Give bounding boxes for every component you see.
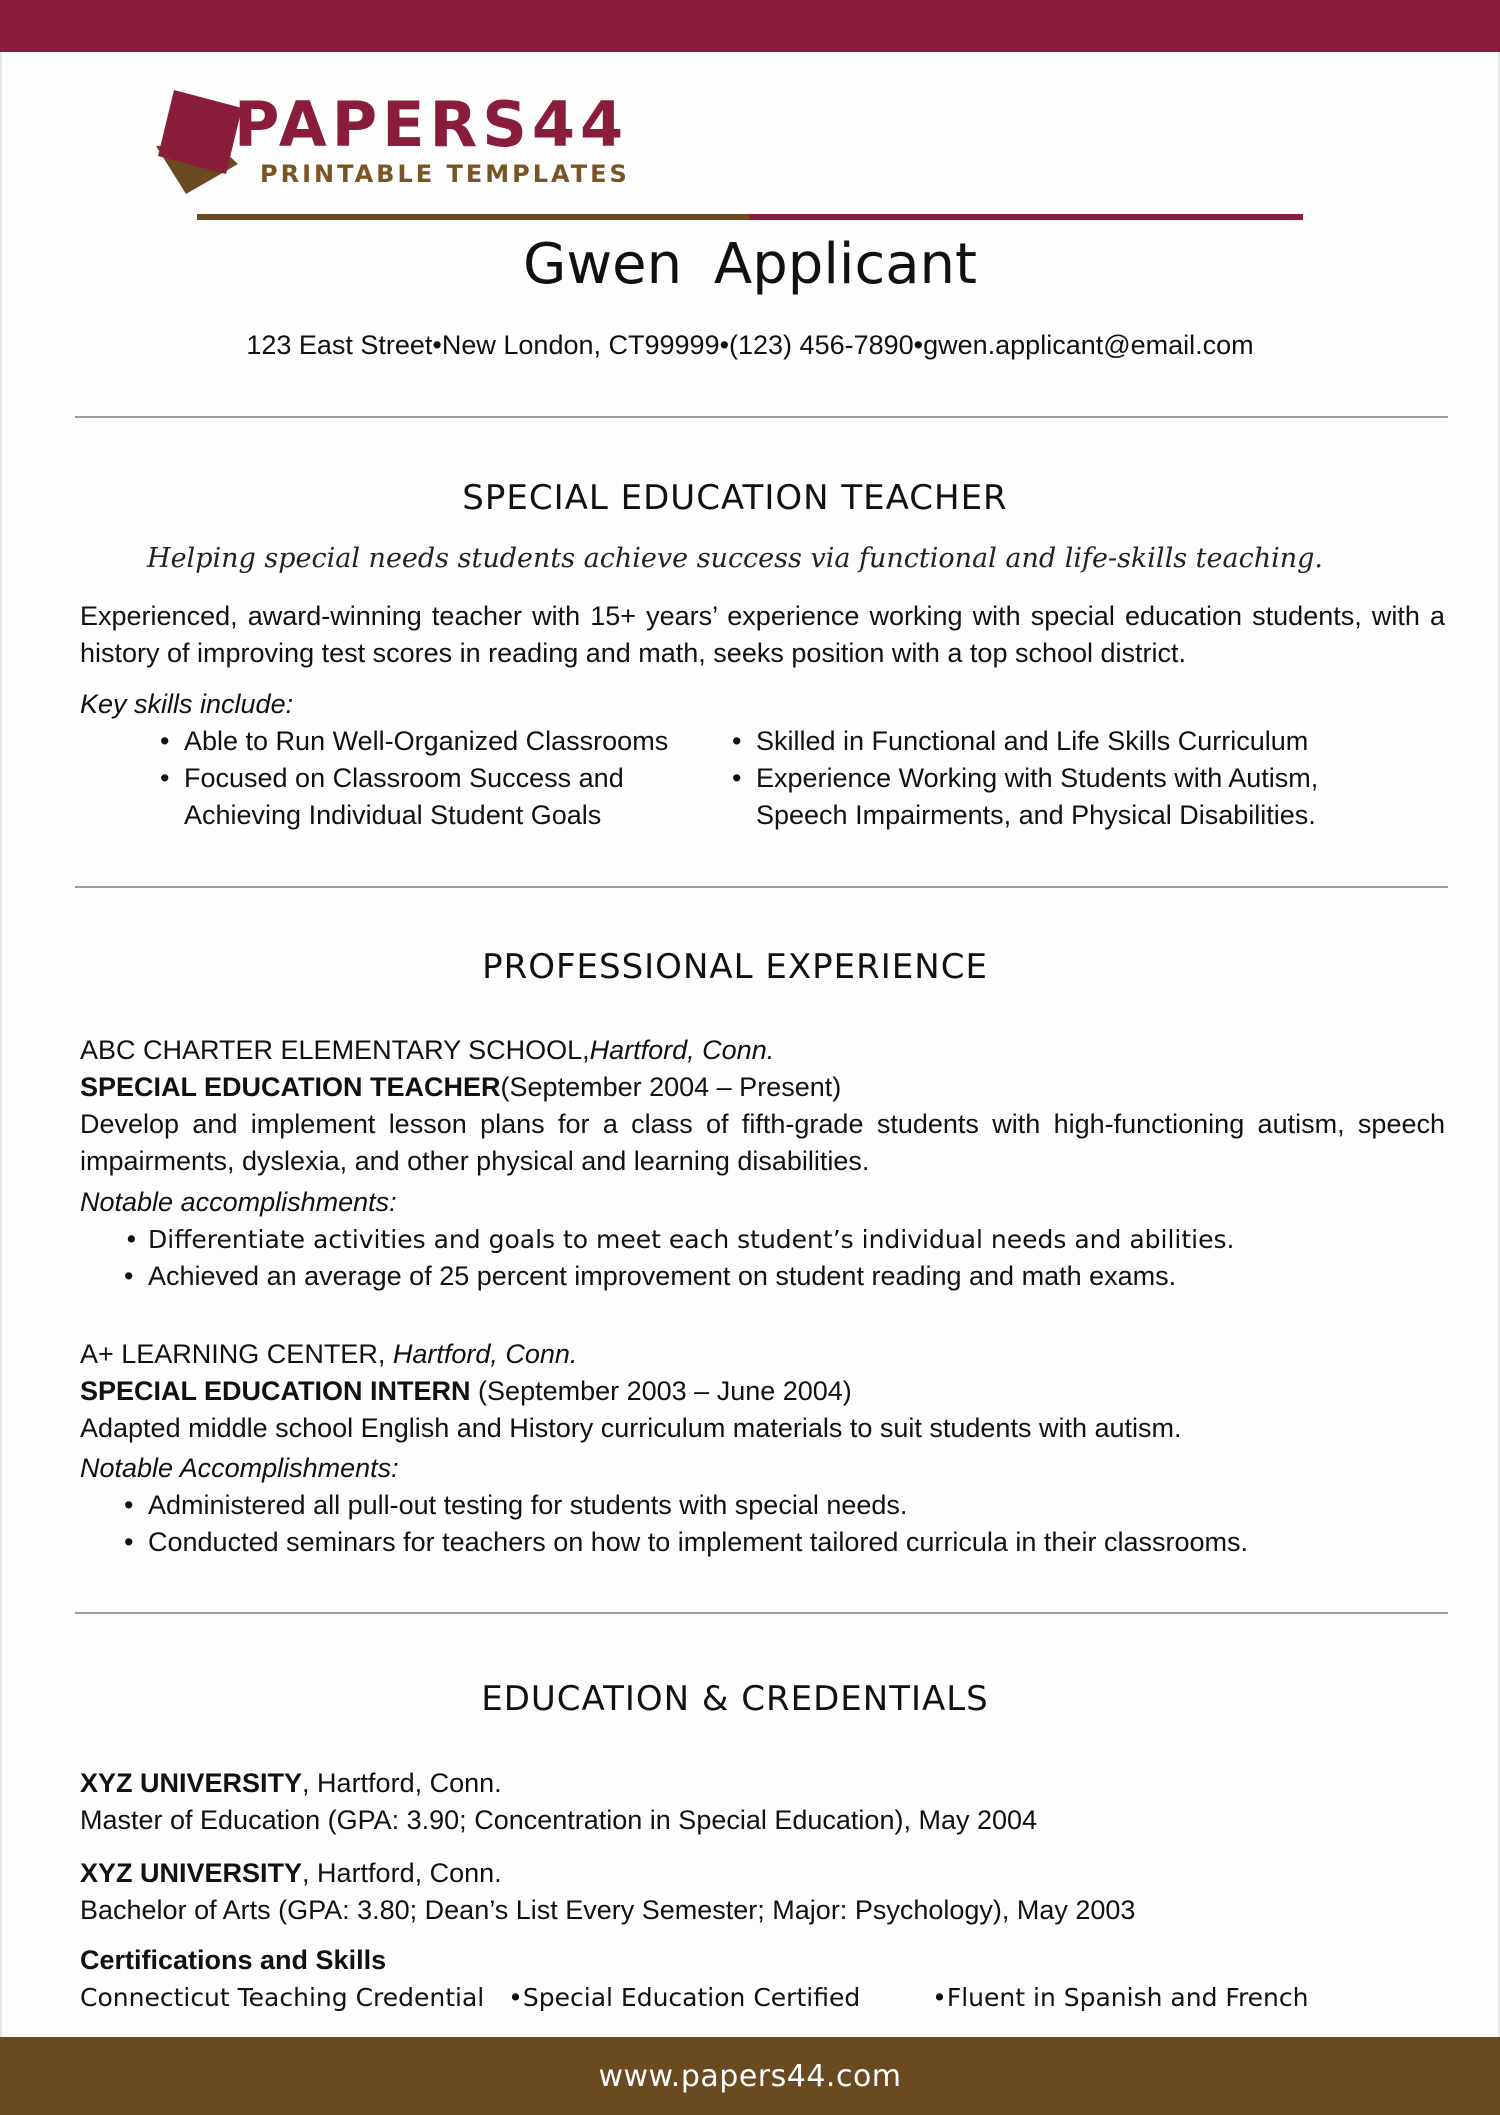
list-item: • Experience Working with Students with Autism, Speech Impairments, and Physical Disabilities. — [732, 760, 1362, 834]
list-item: • Achieved an average of 25 percent improvement on student reading and math exams. — [124, 1258, 1424, 1295]
job-dates: (September 2003 – June 2004) — [478, 1376, 852, 1406]
school-location: , Hartford, Conn. — [302, 1858, 502, 1888]
skills-list-left — [160, 723, 710, 834]
header-rule-left — [197, 214, 749, 220]
list-item: • Administered all pull-out testing for students with special needs. — [124, 1487, 1424, 1524]
degree: Master of Education (GPA: 3.90; Concentration in Special Education), May 2004 — [80, 1805, 1038, 1835]
certification-item: •Fluent in Spanish and French — [932, 1983, 1309, 2012]
degree: Bachelor of Arts (GPA: 3.80; Dean’s List Every Semester; Major: Psychology), May 2003 — [80, 1895, 1136, 1925]
job-role: SPECIAL EDUCATION INTERN — [80, 1376, 471, 1406]
job-dates: (September 2004 – Present) — [500, 1072, 842, 1102]
job-employer: ABC CHARTER ELEMENTARY SCHOOL, — [80, 1035, 590, 1065]
certification-item: Connecticut Teaching Credential — [80, 1983, 485, 2012]
accomplishments-list — [124, 1221, 1424, 1295]
job-role: SPECIAL EDUCATION TEACHER — [80, 1072, 501, 1102]
accomplishments-label: Notable Accomplishments: — [80, 1453, 399, 1483]
job-employer-line — [80, 1336, 577, 1373]
job-employer-line — [80, 1032, 774, 1069]
header-rule-right — [749, 214, 1303, 220]
job-location: Hartford, Conn. — [392, 1339, 578, 1369]
job-description: Adapted middle school English and History curriculum materials to suit students with autism. — [80, 1413, 1182, 1443]
certifications-label: Certifications and Skills — [80, 1945, 387, 1975]
logo-title: PAPERS44 — [234, 88, 629, 161]
footer-url-link[interactable]: www.papers44.com — [598, 2058, 902, 2094]
school-name: XYZ UNIVERSITY — [80, 1858, 303, 1888]
job-description: Develop and implement lesson plans for a class of fifth-grade students with high-functioning autism, speech impairments, dyslexia, and other physical and learning disabilities. — [80, 1109, 1445, 1176]
contact-line: 123 East Street•New London, CT99999•(123) 456-7890•gwen.applicant@email.com — [246, 330, 1254, 360]
education-school-line — [80, 1855, 502, 1892]
list-item: • Focused on Classroom Success and Achieving Individual Student Goals — [160, 760, 710, 834]
accomplishments-list — [124, 1487, 1424, 1561]
list-item: • Skilled in Functional and Life Skills Curriculum — [732, 723, 1362, 760]
accomplishments-label: Notable accomplishments: — [80, 1187, 397, 1217]
school-name: XYZ UNIVERSITY — [80, 1768, 303, 1798]
education-title: EDUCATION & CREDENTIALS — [481, 1679, 989, 1719]
logo-subtitle: PRINTABLE TEMPLATES — [260, 160, 630, 188]
certifications-line — [80, 1979, 1309, 2016]
applicant-name: Gwen Applicant — [522, 232, 977, 297]
top-accent-bar — [0, 0, 1500, 52]
list-item: • Conducted seminars for teachers on how to implement tailored curricula in their classrooms. — [124, 1524, 1424, 1561]
job-employer: A+ LEARNING CENTER, — [80, 1339, 386, 1369]
summary-text: Experienced, award-winning teacher with 15+ years’ experience working with special education students, with a history of improving test scores in reading and math, seeks position with a top school district. — [80, 601, 1445, 668]
brand-logo — [150, 90, 630, 200]
job-role-line — [80, 1373, 852, 1410]
list-item: • Differentiate activities and goals to meet each student’s individual needs and abilities. — [124, 1221, 1424, 1258]
summary-title: SPECIAL EDUCATION TEACHER — [462, 478, 1008, 518]
school-location: , Hartford, Conn. — [302, 1768, 502, 1798]
footer-bar — [0, 2037, 1500, 2115]
skills-list-right — [732, 723, 1362, 834]
divider — [75, 886, 1448, 888]
education-school-line — [80, 1765, 502, 1802]
summary-tagline: Helping special needs students achieve success via functional and life-skills teaching. — [147, 543, 1323, 574]
experience-title: PROFESSIONAL EXPERIENCE — [482, 947, 988, 987]
skills-label: Key skills include: — [80, 689, 294, 719]
job-location: Hartford, Conn. — [589, 1035, 775, 1065]
list-item: • Able to Run Well-Organized Classrooms — [160, 723, 710, 760]
divider — [75, 1612, 1448, 1614]
certification-item: •Special Education Certified — [508, 1983, 861, 2012]
divider — [75, 416, 1448, 418]
job-role-line — [80, 1069, 841, 1106]
